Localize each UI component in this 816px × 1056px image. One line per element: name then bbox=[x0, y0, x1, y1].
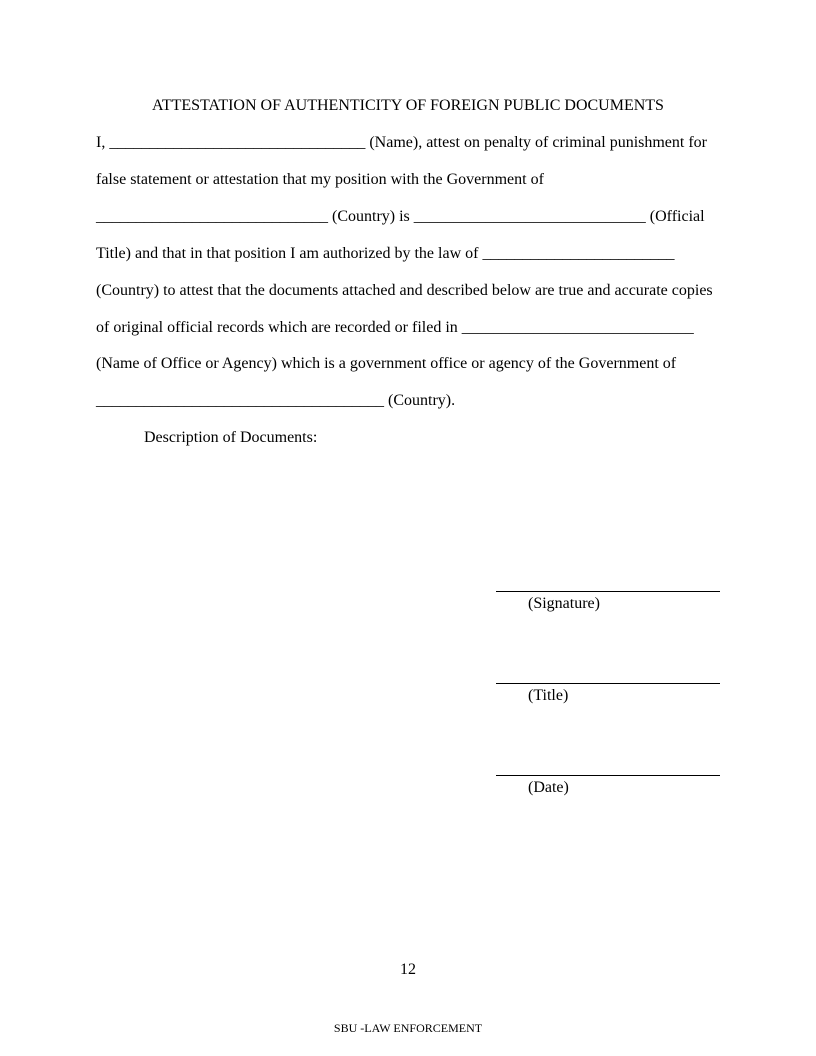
footer-classification: SBU -LAW ENFORCEMENT bbox=[333, 1021, 483, 1035]
signature-line bbox=[496, 591, 720, 592]
body-line: Title) and that in that position I am authorized by the law of ________________________ bbox=[96, 245, 675, 262]
title-label: (Title) bbox=[528, 687, 569, 704]
body-line: I, ________________________________ (Name), attest on penalty of criminal punishment for bbox=[96, 134, 708, 151]
body-line: false statement or attestation that my position with the Government of bbox=[96, 171, 544, 188]
body-line: of original official records which are recorded or filed in _____________________________ bbox=[96, 319, 694, 336]
body-line: (Country) to attest that the documents attached and described below are true and accurate copies bbox=[96, 282, 713, 299]
signature-label: (Signature) bbox=[528, 595, 600, 612]
body-line: _____________________________ (Country) is _____________________________ (Official bbox=[96, 208, 705, 225]
body-line: (Name of Office or Agency) which is a government office or agency of the Government of bbox=[96, 355, 677, 372]
document-title: ATTESTATION OF AUTHENTICITY OF FOREIGN PUBLIC DOCUMENTS bbox=[152, 97, 664, 114]
title-line bbox=[496, 683, 720, 684]
date-line bbox=[496, 775, 720, 776]
body-line: ____________________________________ (Country). bbox=[96, 392, 456, 409]
description-label: Description of Documents: bbox=[144, 429, 318, 446]
date-label: (Date) bbox=[528, 779, 569, 796]
page-number: 12 bbox=[400, 961, 416, 978]
